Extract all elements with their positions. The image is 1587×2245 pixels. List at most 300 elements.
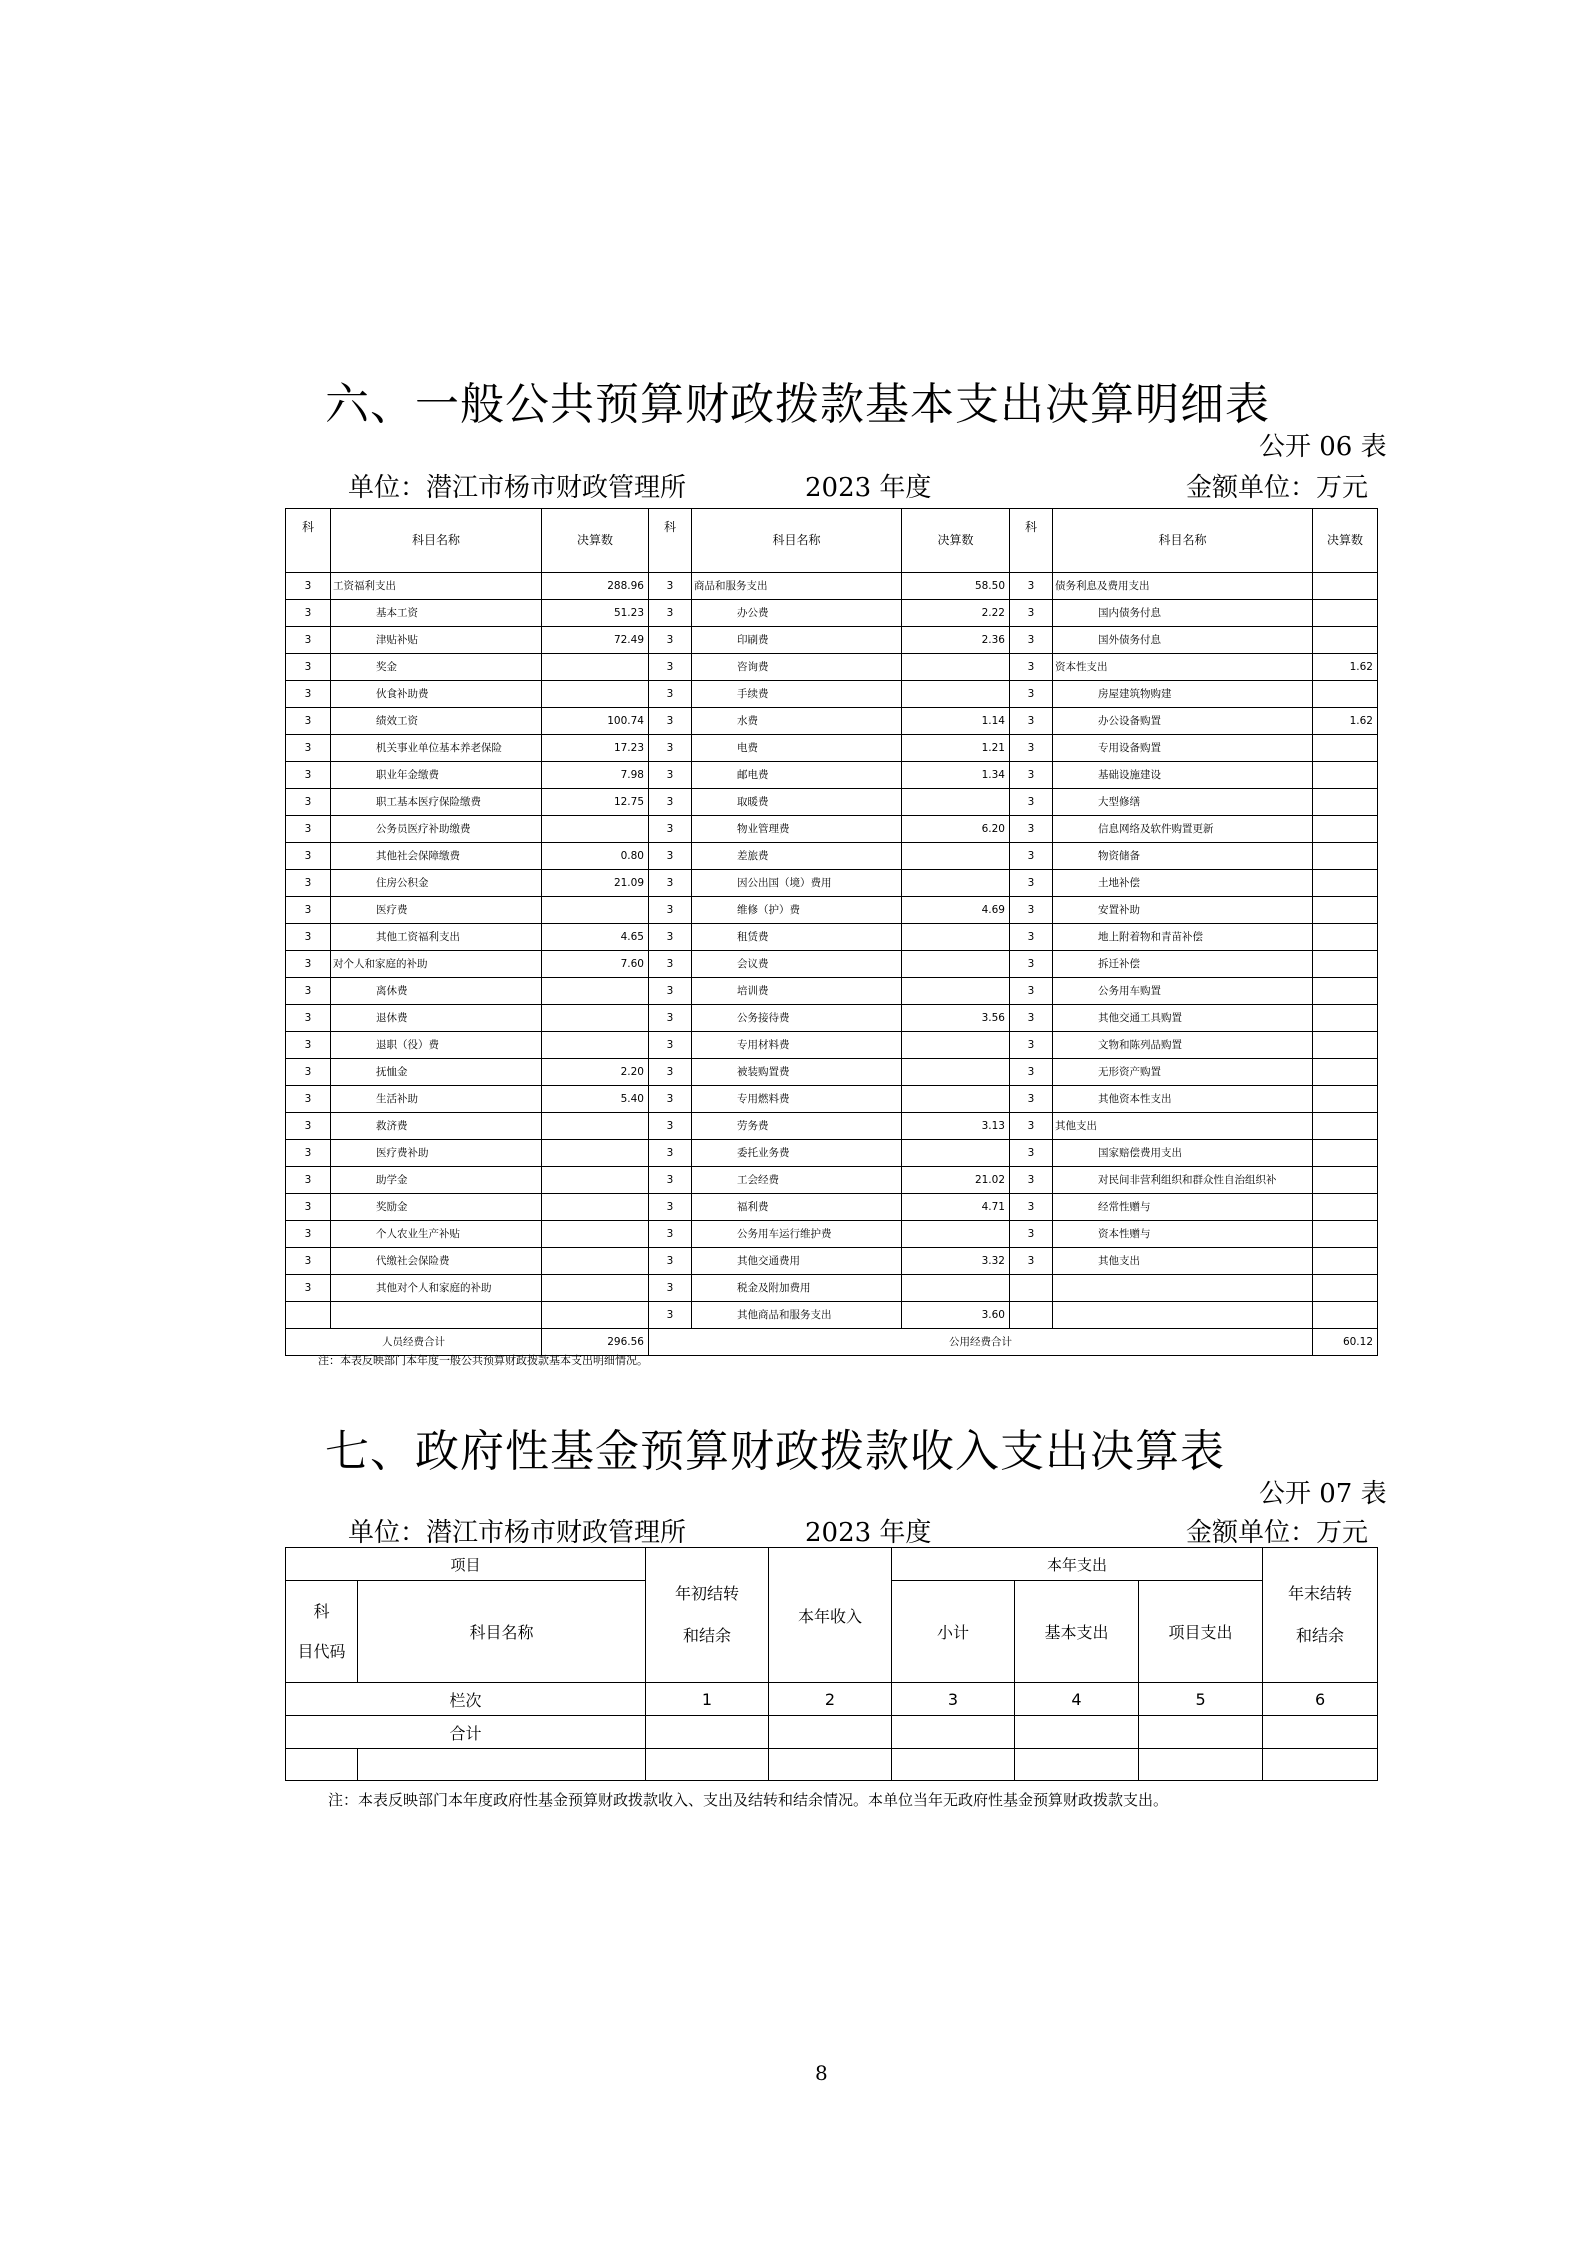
- code-cell: 3: [649, 897, 692, 924]
- amount-cell: [902, 654, 1010, 681]
- table-row: [286, 870, 1378, 897]
- code-cell: 3: [1010, 1221, 1053, 1248]
- code-cell: 3: [286, 789, 331, 816]
- amount-cell: 4.69: [902, 897, 1010, 924]
- header-item: 项目: [286, 1548, 646, 1581]
- code-cell: 3: [286, 843, 331, 870]
- name-cell: [331, 1302, 542, 1329]
- header-code: 科: [1010, 509, 1053, 573]
- table-row: [286, 1005, 1378, 1032]
- code-cell: 3: [1010, 951, 1053, 978]
- table-row: [286, 951, 1378, 978]
- amount-cell: [542, 1194, 649, 1221]
- name-cell: 抚恤金: [331, 1059, 542, 1086]
- code-cell: [1010, 1275, 1053, 1302]
- name-cell: 电费: [692, 735, 902, 762]
- amount-cell: [1313, 1275, 1378, 1302]
- total-cell: [1263, 1716, 1378, 1749]
- code-cell: 3: [1010, 573, 1053, 600]
- table-row: [286, 897, 1378, 924]
- code-cell: 3: [1010, 816, 1053, 843]
- amount-cell: [542, 1113, 649, 1140]
- amount-cell: [1313, 1059, 1378, 1086]
- name-cell: 土地补偿: [1053, 870, 1313, 897]
- name-cell: 水费: [692, 708, 902, 735]
- code-cell: 3: [649, 762, 692, 789]
- name-cell: 债务利息及费用支出: [1053, 573, 1313, 600]
- code-cell: 3: [649, 1005, 692, 1032]
- code-cell: 3: [649, 1221, 692, 1248]
- table-row: [286, 816, 1378, 843]
- name-cell: 职工基本医疗保险缴费: [331, 789, 542, 816]
- table-row: [286, 1194, 1378, 1221]
- header-name: 科目名称: [1053, 509, 1313, 573]
- name-cell: 公务用车购置: [1053, 978, 1313, 1005]
- code-cell: 3: [286, 1167, 331, 1194]
- code-cell: 3: [649, 600, 692, 627]
- name-cell: 办公设备购置: [1053, 708, 1313, 735]
- name-cell: 其他资本性支出: [1053, 1086, 1313, 1113]
- amount-cell: 1.34: [902, 762, 1010, 789]
- name-cell: 税金及附加费用: [692, 1275, 902, 1302]
- section6-title: 六、一般公共预算财政拨款基本支出决算明细表: [325, 379, 1270, 430]
- name-cell: 代缴社会保险费: [331, 1248, 542, 1275]
- code-cell: 3: [649, 1140, 692, 1167]
- table-row: [286, 681, 1378, 708]
- amount-cell: [1313, 897, 1378, 924]
- code-cell: 3: [649, 924, 692, 951]
- table-row: [286, 1167, 1378, 1194]
- amount-cell: 51.23: [542, 600, 649, 627]
- name-cell: 印刷费: [692, 627, 902, 654]
- code-cell: 3: [286, 681, 331, 708]
- amount-cell: [902, 870, 1010, 897]
- name-cell: 生活补助: [331, 1086, 542, 1113]
- code-cell: 3: [1010, 789, 1053, 816]
- code-cell: 3: [1010, 978, 1053, 1005]
- name-cell: 绩效工资: [331, 708, 542, 735]
- name-cell: 国内债务付息: [1053, 600, 1313, 627]
- code-cell: 3: [649, 1194, 692, 1221]
- code-cell: 3: [286, 897, 331, 924]
- code-cell: 3: [649, 843, 692, 870]
- name-cell: 委托业务费: [692, 1140, 902, 1167]
- total-cell: [1015, 1716, 1139, 1749]
- amount-cell: [902, 1140, 1010, 1167]
- code-cell: 3: [1010, 762, 1053, 789]
- amount-cell: 21.09: [542, 870, 649, 897]
- section7-unit: 单位：潜江市杨市财政管理所: [348, 1518, 687, 1548]
- code-cell: 3: [1010, 1167, 1053, 1194]
- amount-cell: 100.74: [542, 708, 649, 735]
- name-cell: 无形资产购置: [1053, 1059, 1313, 1086]
- amount-cell: [1313, 1221, 1378, 1248]
- personnel-total-label: 人员经费合计: [286, 1329, 542, 1356]
- amount-cell: 72.49: [542, 627, 649, 654]
- code-cell: 3: [1010, 681, 1053, 708]
- header-code: 科: [649, 509, 692, 573]
- code-cell: 3: [1010, 843, 1053, 870]
- table-row: [286, 1221, 1378, 1248]
- code-cell: 3: [649, 1302, 692, 1329]
- amount-cell: 7.98: [542, 762, 649, 789]
- name-cell: 医疗费: [331, 897, 542, 924]
- amount-cell: 58.50: [902, 573, 1010, 600]
- code-cell: 3: [1010, 897, 1053, 924]
- name-cell: 物业管理费: [692, 816, 902, 843]
- table-row: [286, 1086, 1378, 1113]
- code-cell: 3: [286, 1032, 331, 1059]
- code-cell: 3: [649, 1059, 692, 1086]
- code-cell: 3: [649, 1167, 692, 1194]
- name-cell: 退职（役）费: [331, 1032, 542, 1059]
- name-cell: 基本工资: [331, 600, 542, 627]
- seq-row: [286, 1683, 1378, 1716]
- amount-cell: [902, 1221, 1010, 1248]
- name-cell: 资本性支出: [1053, 654, 1313, 681]
- total-cell: [892, 1716, 1015, 1749]
- amount-cell: [1313, 843, 1378, 870]
- table-row: [286, 573, 1378, 600]
- code-cell: 3: [649, 654, 692, 681]
- name-cell: 助学金: [331, 1167, 542, 1194]
- code-cell: 3: [286, 978, 331, 1005]
- code-cell: 3: [286, 600, 331, 627]
- header-project: 项目支出: [1139, 1581, 1263, 1683]
- header-begin-balance: [646, 1548, 769, 1683]
- amount-cell: 3.32: [902, 1248, 1010, 1275]
- name-cell: 文物和陈列品购置: [1053, 1032, 1313, 1059]
- name-cell: 其他支出: [1053, 1113, 1313, 1140]
- seq-3: 3: [892, 1683, 1015, 1716]
- amount-cell: [1313, 1005, 1378, 1032]
- basic-expenditure-table: [285, 508, 1378, 1356]
- name-cell: 差旅费: [692, 843, 902, 870]
- name-cell: 津贴补贴: [331, 627, 542, 654]
- amount-cell: [1313, 1167, 1378, 1194]
- name-cell: 专用设备购置: [1053, 735, 1313, 762]
- total-label: 合计: [286, 1716, 646, 1749]
- code-cell: 3: [649, 681, 692, 708]
- header-name: 科目名称: [358, 1581, 646, 1683]
- name-cell: 劳务费: [692, 1113, 902, 1140]
- table-row: [286, 654, 1378, 681]
- table-row: [286, 1275, 1378, 1302]
- amount-cell: [1313, 816, 1378, 843]
- table-row: [286, 1140, 1378, 1167]
- blank-cell: [358, 1749, 646, 1781]
- code-cell: 3: [1010, 1086, 1053, 1113]
- header-income: 本年收入: [769, 1548, 892, 1683]
- name-cell: 其他交通费用: [692, 1248, 902, 1275]
- amount-cell: [542, 1167, 649, 1194]
- name-cell: 邮电费: [692, 762, 902, 789]
- header-amount: 决算数: [902, 509, 1010, 573]
- header-begin-balance-line2: 和结余: [683, 1626, 732, 1645]
- name-cell: 机关事业单位基本养老保险: [331, 735, 542, 762]
- amount-cell: [1313, 951, 1378, 978]
- amount-cell: [1313, 681, 1378, 708]
- amount-cell: [902, 843, 1010, 870]
- header-code-line1: 科: [313, 1601, 330, 1621]
- header-subtotal: 小计: [892, 1581, 1015, 1683]
- header-name: 科目名称: [331, 509, 542, 573]
- blank-cell: [286, 1749, 358, 1781]
- name-cell: 公务接待费: [692, 1005, 902, 1032]
- table-row: [286, 1059, 1378, 1086]
- code-cell: 3: [286, 573, 331, 600]
- code-cell: 3: [649, 1248, 692, 1275]
- amount-cell: 21.02: [902, 1167, 1010, 1194]
- code-cell: 3: [286, 951, 331, 978]
- name-cell: [1053, 1275, 1313, 1302]
- blank-row: [286, 1749, 1378, 1781]
- amount-cell: 2.22: [902, 600, 1010, 627]
- header-basic: 基本支出: [1015, 1581, 1139, 1683]
- amount-cell: [1313, 1032, 1378, 1059]
- amount-cell: [902, 951, 1010, 978]
- amount-cell: [1313, 789, 1378, 816]
- table-row: [286, 1302, 1378, 1329]
- section7-table-no: 公开 07 表: [1259, 1479, 1387, 1509]
- code-cell: 3: [649, 978, 692, 1005]
- name-cell: 维修（护）费: [692, 897, 902, 924]
- name-cell: 离休费: [331, 978, 542, 1005]
- header-code-line2: 目代码: [297, 1641, 346, 1661]
- code-cell: 3: [286, 1005, 331, 1032]
- name-cell: 住房公积金: [331, 870, 542, 897]
- public-total-value: 60.12: [1313, 1329, 1378, 1356]
- section7-note: 注：本表反映部门本年度政府性基金预算财政拨款收入、支出及结转和结余情况。本单位当年无政府性基金预算财政拨款支出。: [328, 1791, 1169, 1809]
- name-cell: 伙食补助费: [331, 681, 542, 708]
- header-name: 科目名称: [692, 509, 902, 573]
- name-cell: 被装购置费: [692, 1059, 902, 1086]
- amount-cell: [542, 1248, 649, 1275]
- amount-cell: [542, 681, 649, 708]
- amount-cell: [542, 1221, 649, 1248]
- amount-cell: 0.80: [542, 843, 649, 870]
- code-cell: 3: [1010, 1005, 1053, 1032]
- section6-year: 2023 年度: [805, 473, 932, 503]
- total-row: [286, 1716, 1378, 1749]
- header-expense: 本年支出: [892, 1548, 1263, 1581]
- table-row: [286, 1113, 1378, 1140]
- table-row: [286, 924, 1378, 951]
- code-cell: 3: [649, 1275, 692, 1302]
- code-cell: 3: [649, 789, 692, 816]
- table-row: [286, 1248, 1378, 1275]
- header-amount: 决算数: [542, 509, 649, 573]
- seq-4: 4: [1015, 1683, 1139, 1716]
- code-cell: 3: [286, 1086, 331, 1113]
- total-cell: [769, 1716, 892, 1749]
- total-cell: [646, 1716, 769, 1749]
- amount-cell: [1313, 1248, 1378, 1275]
- seq-label: 栏次: [286, 1683, 646, 1716]
- amount-cell: 1.14: [902, 708, 1010, 735]
- name-cell: 办公费: [692, 600, 902, 627]
- name-cell: 拆迁补偿: [1053, 951, 1313, 978]
- code-cell: 3: [286, 735, 331, 762]
- table-row: [286, 708, 1378, 735]
- amount-cell: 3.13: [902, 1113, 1010, 1140]
- amount-cell: [1313, 600, 1378, 627]
- section7-money-unit: 金额单位：万元: [1186, 1518, 1369, 1548]
- header-code: [286, 1581, 358, 1683]
- code-cell: 3: [649, 951, 692, 978]
- amount-cell: [1313, 924, 1378, 951]
- amount-cell: [1313, 627, 1378, 654]
- amount-cell: [1313, 1194, 1378, 1221]
- seq-2: 2: [769, 1683, 892, 1716]
- name-cell: 房屋建筑物购建: [1053, 681, 1313, 708]
- blank-cell: [646, 1749, 769, 1781]
- amount-cell: [1313, 1113, 1378, 1140]
- table-row: [286, 600, 1378, 627]
- table-row: [286, 843, 1378, 870]
- name-cell: 大型修缮: [1053, 789, 1313, 816]
- amount-cell: [1313, 1086, 1378, 1113]
- amount-cell: 3.60: [902, 1302, 1010, 1329]
- code-cell: 3: [286, 924, 331, 951]
- code-cell: 3: [649, 573, 692, 600]
- header-end-balance: [1263, 1548, 1378, 1683]
- code-cell: 3: [286, 627, 331, 654]
- code-cell: [1010, 1302, 1053, 1329]
- name-cell: 其他工资福利支出: [331, 924, 542, 951]
- code-cell: 3: [286, 1113, 331, 1140]
- name-cell: 手续费: [692, 681, 902, 708]
- table-row: [286, 762, 1378, 789]
- header-begin-balance-line1: 年初结转: [675, 1584, 740, 1603]
- name-cell: 福利费: [692, 1194, 902, 1221]
- amount-cell: [542, 1302, 649, 1329]
- code-cell: 3: [649, 1113, 692, 1140]
- code-cell: 3: [286, 1059, 331, 1086]
- code-cell: 3: [286, 654, 331, 681]
- amount-cell: 6.20: [902, 816, 1010, 843]
- section6-unit: 单位：潜江市杨市财政管理所: [348, 473, 687, 503]
- amount-cell: [902, 681, 1010, 708]
- amount-cell: [542, 816, 649, 843]
- code-cell: 3: [649, 708, 692, 735]
- code-cell: 3: [1010, 870, 1053, 897]
- name-cell: 个人农业生产补贴: [331, 1221, 542, 1248]
- code-cell: 3: [1010, 1248, 1053, 1275]
- personnel-total-value: 296.56: [542, 1329, 649, 1356]
- name-cell: 公务员医疗补助缴费: [331, 816, 542, 843]
- page-number: 8: [815, 2061, 828, 2085]
- name-cell: 工会经费: [692, 1167, 902, 1194]
- name-cell: 租赁费: [692, 924, 902, 951]
- code-cell: 3: [1010, 924, 1053, 951]
- blank-cell: [892, 1749, 1015, 1781]
- section6-money-unit: 金额单位：万元: [1186, 473, 1369, 503]
- code-cell: 3: [1010, 1140, 1053, 1167]
- amount-cell: 4.71: [902, 1194, 1010, 1221]
- blank-cell: [1139, 1749, 1263, 1781]
- name-cell: 其他支出: [1053, 1248, 1313, 1275]
- name-cell: 地上附着物和青苗补偿: [1053, 924, 1313, 951]
- amount-cell: 4.65: [542, 924, 649, 951]
- code-cell: 3: [286, 816, 331, 843]
- code-cell: 3: [649, 816, 692, 843]
- amount-cell: 1.62: [1313, 708, 1378, 735]
- code-cell: 3: [1010, 654, 1053, 681]
- name-cell: 奖励金: [331, 1194, 542, 1221]
- amount-cell: 1.62: [1313, 654, 1378, 681]
- table-row: [286, 789, 1378, 816]
- amount-cell: 2.20: [542, 1059, 649, 1086]
- code-cell: 3: [649, 735, 692, 762]
- name-cell: 信息网络及软件购置更新: [1053, 816, 1313, 843]
- code-cell: 3: [1010, 708, 1053, 735]
- amount-cell: [1313, 1302, 1378, 1329]
- section6-table-no: 公开 06 表: [1259, 432, 1387, 462]
- amount-cell: [1313, 762, 1378, 789]
- amount-cell: 5.40: [542, 1086, 649, 1113]
- name-cell: 退休费: [331, 1005, 542, 1032]
- name-cell: 国外债务付息: [1053, 627, 1313, 654]
- table-row: [286, 735, 1378, 762]
- name-cell: 会议费: [692, 951, 902, 978]
- amount-cell: [1313, 735, 1378, 762]
- code-cell: 3: [286, 1194, 331, 1221]
- code-cell: 3: [649, 627, 692, 654]
- amount-cell: [902, 978, 1010, 1005]
- section6-note: 注：本表反映部门本年度一般公共预算财政拨款基本支出明细情况。: [318, 1354, 648, 1367]
- name-cell: 职业年金缴费: [331, 762, 542, 789]
- name-cell: [1053, 1302, 1313, 1329]
- amount-cell: [1313, 1140, 1378, 1167]
- amount-cell: [542, 978, 649, 1005]
- total-cell: [1139, 1716, 1263, 1749]
- name-cell: 专用燃料费: [692, 1086, 902, 1113]
- amount-cell: [542, 897, 649, 924]
- name-cell: 其他商品和服务支出: [692, 1302, 902, 1329]
- code-cell: 3: [1010, 1059, 1053, 1086]
- name-cell: 资本性赠与: [1053, 1221, 1313, 1248]
- code-cell: 3: [1010, 1032, 1053, 1059]
- table-row: [286, 1032, 1378, 1059]
- section7-title: 七、政府性基金预算财政拨款收入支出决算表: [325, 1426, 1225, 1477]
- name-cell: 工资福利支出: [331, 573, 542, 600]
- amount-cell: 17.23: [542, 735, 649, 762]
- name-cell: 对民间非营利组织和群众性自治组织补: [1053, 1167, 1313, 1194]
- seq-6: 6: [1263, 1683, 1378, 1716]
- name-cell: 经常性赠与: [1053, 1194, 1313, 1221]
- name-cell: 物资储备: [1053, 843, 1313, 870]
- code-cell: 3: [1010, 735, 1053, 762]
- code-cell: 3: [286, 1140, 331, 1167]
- amount-cell: [542, 1275, 649, 1302]
- name-cell: 专用材料费: [692, 1032, 902, 1059]
- table-header-row: [286, 509, 1378, 573]
- amount-cell: [542, 1140, 649, 1167]
- name-cell: 安置补助: [1053, 897, 1313, 924]
- code-cell: 3: [1010, 600, 1053, 627]
- blank-cell: [769, 1749, 892, 1781]
- name-cell: 医疗费补助: [331, 1140, 542, 1167]
- amount-cell: [542, 1032, 649, 1059]
- amount-cell: [902, 789, 1010, 816]
- section7-year: 2023 年度: [805, 1518, 932, 1548]
- code-cell: 3: [649, 1032, 692, 1059]
- fund-budget-table: [285, 1547, 1378, 1781]
- code-cell: 3: [286, 870, 331, 897]
- amount-cell: 7.60: [542, 951, 649, 978]
- amount-cell: [542, 654, 649, 681]
